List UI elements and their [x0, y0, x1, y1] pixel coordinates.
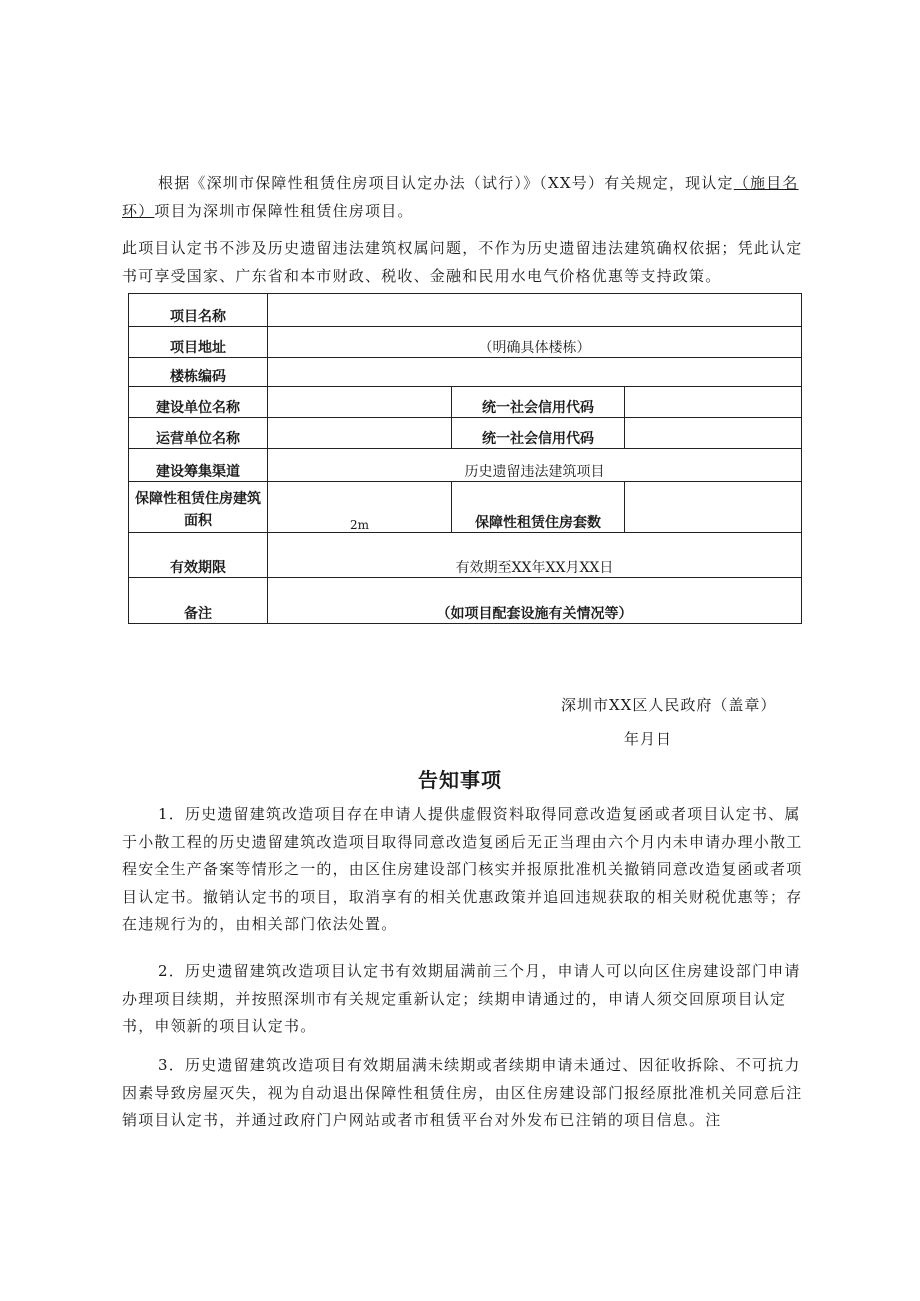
project-name-value [268, 294, 802, 327]
row-validity [129, 533, 802, 578]
operator-value [268, 418, 452, 449]
notice-item-2: 2．历史遗留建筑改造项目认定书有效期届满前三个月，申请人可以向区住房建设部门申请办理项目续期，并按照深圳市有关规定重新认定；续期申请通过的，申请人须交回原项目认定书，申领新的项目认定书。 [122, 962, 801, 1035]
operator-label: 运营单位名称 [129, 418, 268, 449]
issue-date: 年月日 [624, 730, 673, 748]
remarks-value: （如项目配套设施有关情况等） [268, 578, 802, 624]
issuing-authority: 深圳市XX区人民政府（盖章） [561, 696, 777, 714]
row-builder [129, 387, 802, 418]
row-channel [129, 449, 802, 482]
project-name-placeholder: （施目名环） [122, 174, 799, 220]
channel-label: 建设筹集渠道 [129, 449, 268, 482]
units-value [625, 482, 802, 533]
builder-label: 建设单位名称 [129, 387, 268, 418]
operator-credit-code-label: 统一社会信用代码 [452, 418, 625, 449]
channel-value: 历史遗留违法建筑项目 [268, 449, 802, 482]
validity-label: 有效期限 [129, 533, 268, 578]
notice-item-3: 3．历史遗留建筑改造项目有效期届满未续期或者续期申请未通过、因征收拆除、不可抗力因素导致房屋灭失，视为自动退出保障性租赁住房，由区住房建设部门报经原批准机关同意后注销项目认定书，并通过政府门户网站或者市租赁平台对外发布已注销的项目信息。注 [122, 1056, 803, 1129]
notice-title: 告知事项 [418, 768, 502, 792]
row-remarks [129, 578, 802, 624]
notice-item-1: 1．历史遗留建筑改造项目存在申请人提供虚假资料取得同意改造复函或者项目认定书、属于小散工程的历史遗留建筑改造项目取得同意改造复函后无正当理由六个月内未申请办理小散工程安全生产备案等情形之一的，由区住房建设部门核实并报原批准机关撤销同意改造复函或者项目认定书。撤销认定书的项目，取消享有的相关优惠政策并追回违规获取的相关财税优惠等；存在违规行为的，由相关部门依法处置。 [122, 805, 803, 933]
intro-paragraph [122, 170, 812, 225]
validity-value: 有效期至XX年XX月XX日 [268, 533, 802, 578]
building-code-label: 楼栋编码 [129, 358, 268, 387]
area-unit: 2m [268, 482, 452, 533]
intro-suffix: 项目为深圳市保障性租赁住房项目。 [154, 201, 414, 220]
project-info-table [128, 293, 802, 624]
builder-value [268, 387, 452, 418]
project-name-label: 项目名称 [129, 294, 268, 327]
builder-credit-code-value [625, 387, 802, 418]
row-address [129, 327, 802, 358]
disclaimer-paragraph: 此项目认定书不涉及历史遗留违法建筑权属问题，不作为历史遗留违法建筑确权依据；凭此认定书可享受国家、广东省和本市财政、税收、金融和民用水电气价格优惠等支持政策。 [122, 239, 803, 285]
remarks-label: 备注 [129, 578, 268, 624]
address-value: （明确具体楼栋） [268, 327, 802, 358]
row-project-name [129, 294, 802, 327]
building-code-value [268, 358, 802, 387]
address-label: 项目地址 [129, 327, 268, 358]
row-building-code [129, 358, 802, 387]
builder-credit-code-label: 统一社会信用代码 [452, 387, 625, 418]
operator-credit-code-value [625, 418, 802, 449]
row-area [129, 482, 802, 533]
units-label: 保障性租赁住房套数 [452, 482, 625, 533]
intro-prefix: 根据《深圳市保障性租赁住房项目认定办法（试行）》（XX号）有关规定，现认定 [158, 174, 734, 192]
area-label: 保障性租赁住房建筑面积 [129, 482, 268, 533]
row-operator [129, 418, 802, 449]
